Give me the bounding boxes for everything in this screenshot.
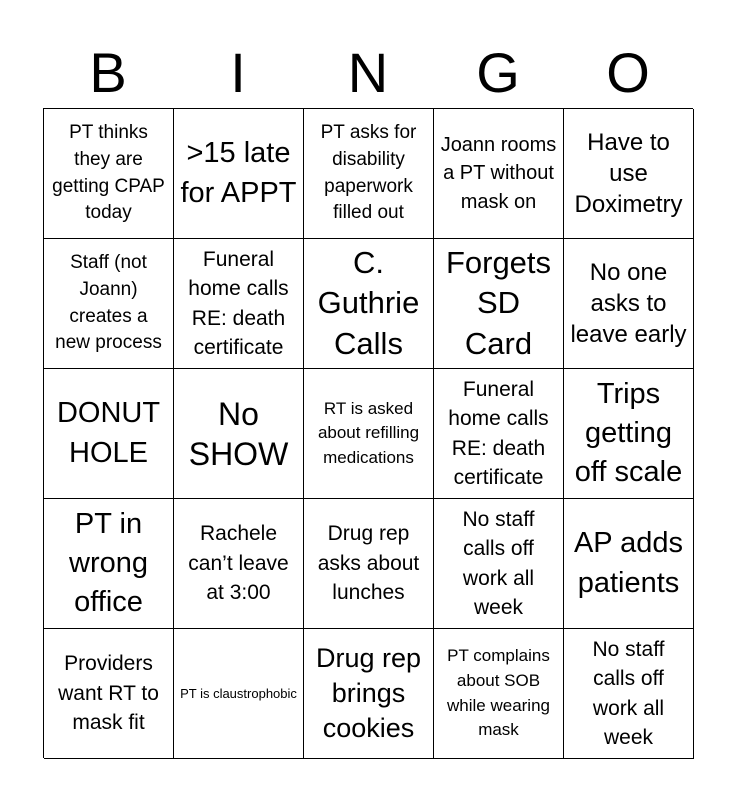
bingo-cell-r3c3[interactable] [304,369,434,499]
bingo-cell-r2c5[interactable] [564,239,694,369]
bingo-cell-r4c5[interactable] [564,499,694,629]
cell-text: RT is asked about refilling medications [317,398,420,467]
header-letter-g: G [476,41,520,104]
cell-text: PT complains about SOB while wearing mask [447,646,550,740]
header-letter-b: B [89,41,127,104]
bingo-cell-r2c3[interactable] [304,239,434,369]
cell-text: No SHOW [188,395,289,472]
bingo-cell-r2c1[interactable] [44,239,174,369]
cell-text: Trips getting off scale [574,377,683,489]
cell-text: Staff (not Joann) creates a new process [55,251,162,354]
bingo-cell-r4c4[interactable] [434,499,564,629]
cell-text: PT thinks they are getting CPAP today [52,121,165,224]
cell-text: >15 late for APPT [180,137,297,209]
bingo-cell-r5c4[interactable] [434,629,564,759]
bingo-cell-r1c4[interactable] [434,109,564,239]
bingo-cell-r5c1[interactable] [44,629,174,759]
bingo-cell-r3c2[interactable] [174,369,304,499]
bingo-cell-r3c5[interactable] [564,369,694,499]
header-letter-i: I [230,41,246,104]
bingo-cell-r1c3[interactable] [304,109,434,239]
cell-text: Joann rooms a PT without mask on [440,133,557,213]
bingo-cell-r1c1[interactable] [44,109,174,239]
bingo-header [43,38,693,108]
cell-text: Providers want RT to mask fit [58,652,159,735]
cell-text: PT asks for disability paperwork filled out [320,121,417,224]
cell-text: Drug rep asks about lunches [317,522,420,605]
bingo-cell-r4c1[interactable] [44,499,174,629]
cell-text: DONUT HOLE [56,397,161,469]
cell-text: No one asks to leave early [570,258,687,349]
cell-text: Have to use Doximetry [574,128,683,219]
cell-text: Forgets SD Card [445,245,552,361]
cell-text: Funeral home calls RE: death certificate [188,247,289,359]
bingo-cell-r2c2[interactable] [174,239,304,369]
cell-text: No staff calls off work all week [462,507,535,619]
cell-text: No staff calls off work all week [592,637,665,749]
bingo-cell-r5c2[interactable] [174,629,304,759]
cell-text: Drug rep brings cookies [315,642,422,744]
cell-text: Rachele can’t leave at 3:00 [188,522,289,605]
header-letter-n: N [347,41,389,104]
bingo-cell-r2c4[interactable] [434,239,564,369]
cell-text: AP adds patients [573,527,684,599]
bingo-cell-r5c3[interactable] [304,629,434,759]
cell-text: PT is claustrophobic [180,685,297,701]
bingo-cell-r3c4[interactable] [434,369,564,499]
cell-text: C. Guthrie Calls [317,245,420,361]
bingo-board [43,108,693,758]
bingo-cell-r1c5[interactable] [564,109,694,239]
bingo-cell-r5c5[interactable] [564,629,694,759]
bingo-cell-r4c2[interactable] [174,499,304,629]
bingo-cell-r3c1[interactable] [44,369,174,499]
header-letter-o: O [606,41,650,104]
cell-text: Funeral home calls RE: death certificate [448,377,549,489]
bingo-cell-r1c2[interactable] [174,109,304,239]
bingo-cell-r4c3[interactable] [304,499,434,629]
cell-text: PT in wrong office [69,507,148,619]
